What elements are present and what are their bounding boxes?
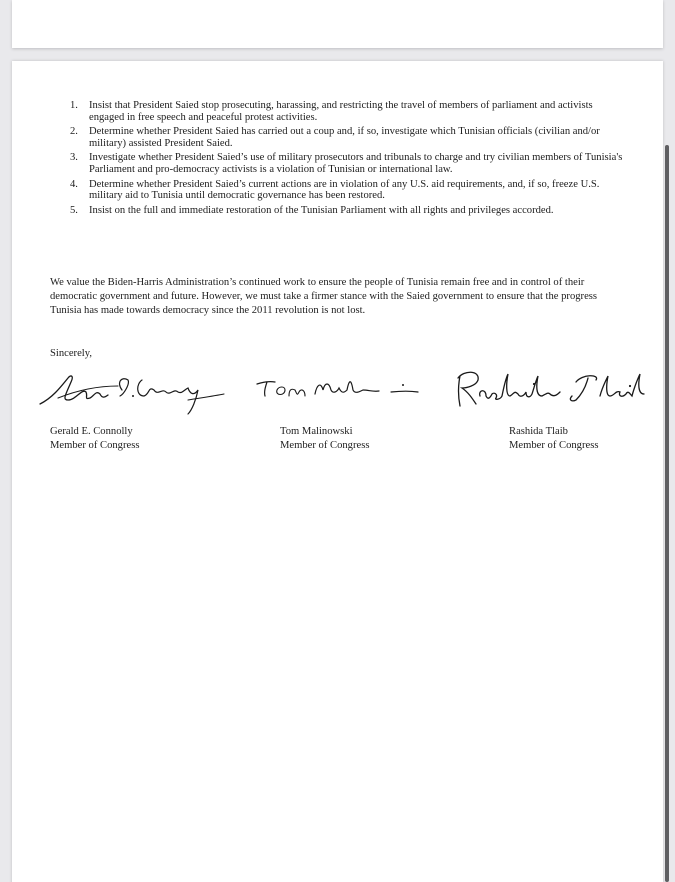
- list-item-text: Determine whether President Saied’s current actions are in violation of any U.S. aid requirements, and, if so, freeze U.S. military aid to Tunisia until democratic governance has been restored.: [89, 178, 600, 202]
- signer-block: [280, 425, 369, 452]
- signer-name: Rashida Tlaib: [509, 426, 568, 437]
- closing-salutation: Sincerely,: [50, 348, 92, 359]
- signer-title: Member of Congress: [280, 439, 370, 451]
- list-item-text: Investigate whether President Saied’s use of military prosecutors and tribunals to charge and try civilian members of Tunisia's Parliament and pro-democracy activists is a violation of Tunisian or international law.: [89, 152, 623, 175]
- list-item: [50, 100, 630, 123]
- request-list: [50, 100, 630, 219]
- list-item-number: 4.: [70, 178, 78, 190]
- signature-malinowski: [255, 372, 420, 402]
- signature-connolly: [38, 368, 228, 420]
- list-item-number: 5.: [70, 204, 78, 216]
- signer-block: [509, 425, 598, 452]
- list-item-text: Insist that President Saied stop prosecuting, harassing, and restricting the travel of members of parliament and activists engaged in free speech and peaceful protest activities.: [89, 100, 593, 123]
- signer-name: Tom Malinowski: [280, 426, 353, 437]
- list-item-number: 2.: [70, 126, 78, 138]
- list-item-number: 1.: [70, 100, 78, 111]
- signer-title: Member of Congress: [50, 439, 140, 451]
- list-item-text: Determine whether President Saied has carried out a coup and, if so, investigate which Tunisian officials (civilian and/or military) assisted President Saied.: [89, 126, 600, 149]
- signer-title: Member of Congress: [509, 439, 599, 451]
- signature-tlaib: [450, 366, 650, 412]
- signer-name: Gerald E. Connolly: [50, 426, 133, 437]
- list-item: [50, 152, 630, 175]
- signer-block: [50, 425, 139, 452]
- list-item-text: Insist on the full and immediate restoration of the Tunisian Parliament with all rights and privileges accorded.: [89, 204, 554, 216]
- list-item-number: 3.: [70, 152, 78, 164]
- list-item: [50, 126, 630, 149]
- previous-page: [12, 0, 663, 48]
- closing-paragraph: We value the Biden-Harris Administration’s continued work to ensure the people of Tunisia remain free and in control of their democratic government and future. However, we must take a firmer stance with the Saied government to ensure that the progress Tunisia has made towards democracy since the 2011 revolution is not lost.: [50, 277, 598, 316]
- list-item: [50, 205, 630, 217]
- vertical-scrollbar[interactable]: [665, 145, 669, 882]
- list-item: [50, 179, 630, 202]
